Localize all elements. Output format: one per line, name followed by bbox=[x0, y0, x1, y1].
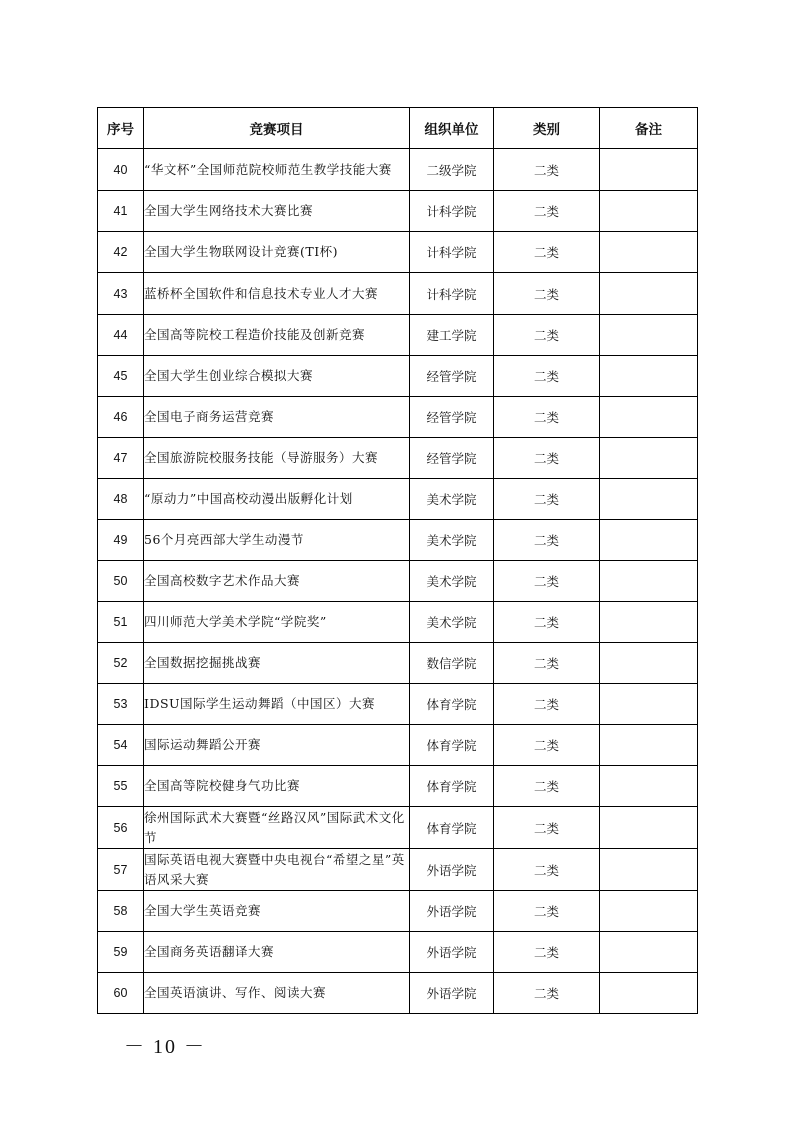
row-index: 53 bbox=[98, 684, 144, 725]
row-project: 56个月亮西部大学生动漫节 bbox=[144, 520, 410, 561]
row-index: 48 bbox=[98, 479, 144, 520]
row-org: 美术学院 bbox=[410, 561, 494, 602]
header-org: 组织单位 bbox=[410, 108, 494, 149]
row-note bbox=[600, 438, 698, 479]
row-category: 二类 bbox=[494, 643, 600, 684]
row-project: 全国大学生物联网设计竞赛(TI杯) bbox=[144, 232, 410, 273]
row-project: 徐州国际武术大赛暨“丝路汉风”国际武术文化节 bbox=[144, 807, 410, 849]
row-index: 58 bbox=[98, 891, 144, 932]
row-org: 外语学院 bbox=[410, 891, 494, 932]
table-row bbox=[98, 273, 698, 315]
table-row bbox=[98, 232, 698, 273]
row-project: 全国商务英语翻译大赛 bbox=[144, 932, 410, 973]
table-row bbox=[98, 602, 698, 643]
row-category: 二类 bbox=[494, 602, 600, 643]
row-project: 全国高校数字艺术作品大赛 bbox=[144, 561, 410, 602]
row-project: 全国旅游院校服务技能（导游服务）大赛 bbox=[144, 438, 410, 479]
row-project: 全国大学生创业综合模拟大赛 bbox=[144, 356, 410, 397]
row-index: 44 bbox=[98, 315, 144, 356]
row-note bbox=[600, 643, 698, 684]
row-org: 体育学院 bbox=[410, 807, 494, 849]
row-org: 计科学院 bbox=[410, 232, 494, 273]
row-org: 经管学院 bbox=[410, 356, 494, 397]
row-project: 国际英语电视大赛暨中央电视台“希望之星”英语风采大赛 bbox=[144, 849, 410, 891]
row-note bbox=[600, 602, 698, 643]
row-category: 二类 bbox=[494, 973, 600, 1014]
row-note bbox=[600, 973, 698, 1014]
row-category: 二类 bbox=[494, 191, 600, 232]
row-index: 40 bbox=[98, 149, 144, 191]
table-row bbox=[98, 807, 698, 849]
row-org: 美术学院 bbox=[410, 520, 494, 561]
row-project: 四川师范大学美术学院“学院奖” bbox=[144, 602, 410, 643]
row-index: 56 bbox=[98, 807, 144, 849]
row-org: 体育学院 bbox=[410, 725, 494, 766]
row-index: 55 bbox=[98, 766, 144, 807]
table-row bbox=[98, 932, 698, 973]
row-org: 经管学院 bbox=[410, 438, 494, 479]
row-note bbox=[600, 520, 698, 561]
row-index: 51 bbox=[98, 602, 144, 643]
table-row bbox=[98, 479, 698, 520]
row-index: 59 bbox=[98, 932, 144, 973]
row-note bbox=[600, 191, 698, 232]
row-note bbox=[600, 766, 698, 807]
row-category: 二类 bbox=[494, 315, 600, 356]
row-index: 54 bbox=[98, 725, 144, 766]
row-category: 二类 bbox=[494, 807, 600, 849]
table-row bbox=[98, 973, 698, 1014]
row-category: 二类 bbox=[494, 561, 600, 602]
row-org: 外语学院 bbox=[410, 849, 494, 891]
row-note bbox=[600, 807, 698, 849]
row-category: 二类 bbox=[494, 849, 600, 891]
table-row bbox=[98, 766, 698, 807]
table-row bbox=[98, 397, 698, 438]
table-row bbox=[98, 438, 698, 479]
header-category: 类别 bbox=[494, 108, 600, 149]
row-org: 体育学院 bbox=[410, 766, 494, 807]
header-note: 备注 bbox=[600, 108, 698, 149]
row-org: 数信学院 bbox=[410, 643, 494, 684]
page-number: － 10 － bbox=[124, 1036, 206, 1058]
row-project: 全国大学生英语竞赛 bbox=[144, 891, 410, 932]
row-index: 45 bbox=[98, 356, 144, 397]
row-category: 二类 bbox=[494, 149, 600, 191]
row-org: 经管学院 bbox=[410, 397, 494, 438]
row-category: 二类 bbox=[494, 684, 600, 725]
table-row bbox=[98, 643, 698, 684]
row-org: 计科学院 bbox=[410, 191, 494, 232]
row-index: 60 bbox=[98, 973, 144, 1014]
row-note bbox=[600, 561, 698, 602]
row-category: 二类 bbox=[494, 891, 600, 932]
header-project: 竞赛项目 bbox=[144, 108, 410, 149]
table-row bbox=[98, 149, 698, 191]
row-org: 外语学院 bbox=[410, 932, 494, 973]
row-note bbox=[600, 684, 698, 725]
row-org: 计科学院 bbox=[410, 273, 494, 315]
row-note bbox=[600, 725, 698, 766]
row-index: 49 bbox=[98, 520, 144, 561]
row-category: 二类 bbox=[494, 766, 600, 807]
row-project: 全国大学生网络技术大赛比赛 bbox=[144, 191, 410, 232]
row-project: 全国数据挖掘挑战赛 bbox=[144, 643, 410, 684]
table-row bbox=[98, 561, 698, 602]
row-index: 41 bbox=[98, 191, 144, 232]
table-row bbox=[98, 191, 698, 232]
row-project: 全国高等院校健身气功比赛 bbox=[144, 766, 410, 807]
row-category: 二类 bbox=[494, 725, 600, 766]
table-header-row bbox=[98, 108, 698, 149]
row-category: 二类 bbox=[494, 438, 600, 479]
competition-table bbox=[97, 107, 698, 1014]
row-project: 全国高等院校工程造价技能及创新竞赛 bbox=[144, 315, 410, 356]
row-org: 美术学院 bbox=[410, 479, 494, 520]
table-row bbox=[98, 891, 698, 932]
row-project: 国际运动舞蹈公开赛 bbox=[144, 725, 410, 766]
row-index: 57 bbox=[98, 849, 144, 891]
row-note bbox=[600, 849, 698, 891]
row-org: 外语学院 bbox=[410, 973, 494, 1014]
row-note bbox=[600, 315, 698, 356]
table-row bbox=[98, 520, 698, 561]
table-row bbox=[98, 725, 698, 766]
row-category: 二类 bbox=[494, 232, 600, 273]
row-index: 52 bbox=[98, 643, 144, 684]
row-org: 二级学院 bbox=[410, 149, 494, 191]
row-index: 46 bbox=[98, 397, 144, 438]
row-note bbox=[600, 891, 698, 932]
row-index: 42 bbox=[98, 232, 144, 273]
table-row bbox=[98, 356, 698, 397]
row-note bbox=[600, 932, 698, 973]
row-project: “华文杯”全国师范院校师范生教学技能大赛 bbox=[144, 149, 410, 191]
row-project: 全国英语演讲、写作、阅读大赛 bbox=[144, 973, 410, 1014]
row-note bbox=[600, 232, 698, 273]
row-org: 建工学院 bbox=[410, 315, 494, 356]
row-note bbox=[600, 356, 698, 397]
row-category: 二类 bbox=[494, 479, 600, 520]
row-org: 美术学院 bbox=[410, 602, 494, 643]
row-org: 体育学院 bbox=[410, 684, 494, 725]
row-index: 47 bbox=[98, 438, 144, 479]
row-category: 二类 bbox=[494, 520, 600, 561]
table-row bbox=[98, 849, 698, 891]
row-index: 50 bbox=[98, 561, 144, 602]
row-note bbox=[600, 479, 698, 520]
row-category: 二类 bbox=[494, 397, 600, 438]
row-project: 全国电子商务运营竞赛 bbox=[144, 397, 410, 438]
row-project: 蓝桥杯全国软件和信息技术专业人才大赛 bbox=[144, 273, 410, 315]
header-index: 序号 bbox=[98, 108, 144, 149]
row-index: 43 bbox=[98, 273, 144, 315]
row-category: 二类 bbox=[494, 273, 600, 315]
row-category: 二类 bbox=[494, 356, 600, 397]
row-note bbox=[600, 273, 698, 315]
row-note bbox=[600, 397, 698, 438]
row-category: 二类 bbox=[494, 932, 600, 973]
row-project: IDSU国际学生运动舞蹈（中国区）大赛 bbox=[144, 684, 410, 725]
row-note bbox=[600, 149, 698, 191]
table-row bbox=[98, 684, 698, 725]
row-project: “原动力”中国高校动漫出版孵化计划 bbox=[144, 479, 410, 520]
table-row bbox=[98, 315, 698, 356]
